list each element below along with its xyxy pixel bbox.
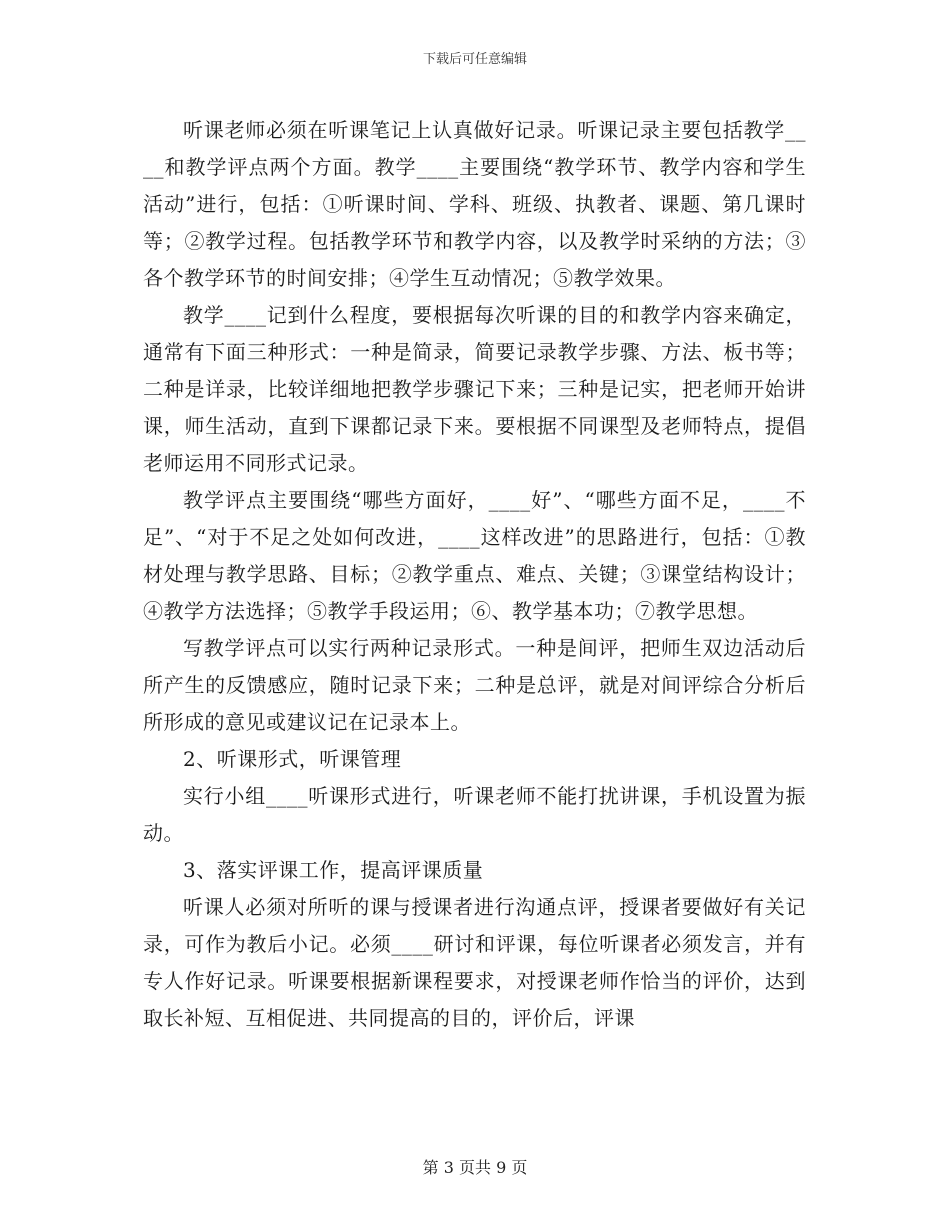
paragraph-listening-record: 听课老师必须在听课笔记上认真做好记录。听课记录主要包括教学____和教学评点两个方面。教学____主要围绕“教学环节、教学内容和学生活动”进行，包括：①听课时间、学科、班级、执教者、课题、第几课时等；②教学过程。包括教学环节和教学内容，以及教学时采纳的方法；③各个教学环节的时间安排；④学生互动情况；⑤教学效果。 [143, 118, 806, 290]
document-body [143, 112, 806, 1037]
section-heading-3: 3、落实评课工作，提高评课质量 [183, 858, 484, 882]
paragraph-comment-forms: 写教学评点可以实行两种记录形式。一种是间评，把师生双边活动后所产生的反馈感应，随时记录下来；二种是总评，就是对间评综合分析后所形成的意见或建议记在记录本上。 [143, 636, 806, 734]
paragraph-teaching-comments: 教学评点主要围绕“哪些方面好，____好”、“哪些方面不足，____不足”、“对于不足之处如何改进，____这样改进”的思路进行，包括：①教材处理与教学思路、目标；②教学重点、难点、关键；③课堂结构设计；④教学方法选择；⑤教学手段运用；⑥、教学基本功；⑦教学思想。 [143, 488, 806, 623]
page-header: 下载后可任意编辑 [422, 52, 527, 67]
paragraph-evaluation-quality: 听课人必须对所听的课与授课者进行沟通点评，授课者要做好有关记录，可作为教后小记。必须____研讨和评课，每位听课者必须发言，并有专人作好记录。听课要根据新课程要求，对授课老师作恰当的评价，达到取长补短、互相促进、共同提高的目的，评价后，评课 [143, 895, 806, 1030]
paragraph-record-forms: 教学____记到什么程度，要根据每次听课的目的和教学内容来确定，通常有下面三种形式：一种是简录，简要记录教学步骤、方法、板书等；二种是详录，比较详细地把教学步骤记下来；三种是记实，把老师开始讲课，师生活动，直到下课都记录下来。要根据不同课型及老师特点，提倡老师运用不同形式记录。 [143, 303, 806, 475]
section-heading-2: 2、听课形式，听课管理 [183, 747, 402, 771]
paragraph-listening-management: 实行小组____听课形式进行，听课老师不能打扰讲课，手机设置为振动。 [143, 784, 806, 845]
page-footer: 第 3 页共 9 页 [422, 1158, 528, 1177]
